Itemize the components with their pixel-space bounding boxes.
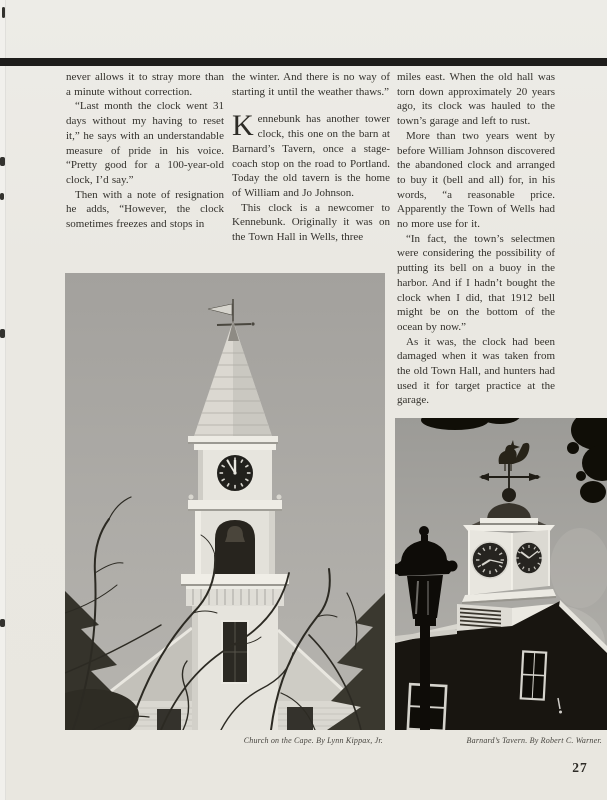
paragraph: As it was, the clock had been damaged when it was taken from the old Town Hall, and hunters had used it for target practice at the garage. xyxy=(397,335,555,407)
upper-window xyxy=(521,651,546,699)
paragraph: More than two years went by before William Johnson discovered the abandoned clock and arranged to buy it (bell and all) for, in his words, “a reasonable price. Apparently the Town of Wells had no more use for it. xyxy=(397,129,555,231)
top-rule xyxy=(0,58,607,66)
paragraph: miles east. When the old hall was torn down approximately 20 years ago, its clock was hauled to the town’s garage and left to rust. xyxy=(397,71,555,128)
paragraph: This clock is a newcomer to Kennebunk. Originally it was on the Town Hall in Wells, three xyxy=(232,201,390,244)
scan-speck xyxy=(0,329,5,338)
scan-speck xyxy=(0,157,5,166)
paragraph: Then with a note of resignation he adds, “However, the clock sometimes freezes and stops in xyxy=(66,188,224,231)
tavern-photo xyxy=(395,418,607,730)
dropcap-letter: K xyxy=(232,109,254,143)
paragraph: “In fact, the town’s selectmen were considering the possibility of putting its bell on a buoy in the harbor. And if I hadn’t bought the clock when I did, that 1912 bell might be on the bottom of the ocean by now.” xyxy=(397,232,555,333)
church-photo xyxy=(65,273,385,730)
clock-stage xyxy=(194,444,276,500)
paragraph: the winter. And there is no way of starting it until the weather thaws.” xyxy=(232,71,390,98)
caption-tavern-photo: Barnard’s Tavern. By Robert C. Warner. xyxy=(466,736,602,745)
belfry xyxy=(181,495,289,607)
caption-church-photo: Church on the Cape. By Lynn Kippax, Jr. xyxy=(243,736,383,745)
page-edge xyxy=(0,0,6,800)
paragraph-text: ennebunk has another tower clock, this one on the barn at Barnard’s Tavern, once a stage-coach stop on the road to Portland. Today the old tavern is the home of William and Jo Johnson. xyxy=(232,113,390,199)
paragraph: never allows it to stray more than a minute without correction. xyxy=(66,71,224,98)
scan-speck xyxy=(2,7,5,18)
text-column-2 xyxy=(232,70,390,245)
text-column-3 xyxy=(397,70,555,408)
page-number: 27 xyxy=(572,760,588,775)
scan-speck xyxy=(0,619,5,627)
paragraph: “Last month the clock went 31 days without my having to reset it,” he says with an understandable measure of pride in his voice. “Pretty good for a 100-year-old clock, I’d say.” xyxy=(66,100,224,186)
scan-speck xyxy=(0,193,4,200)
paragraph-dropcap xyxy=(232,109,390,200)
text-column-1 xyxy=(66,70,224,232)
